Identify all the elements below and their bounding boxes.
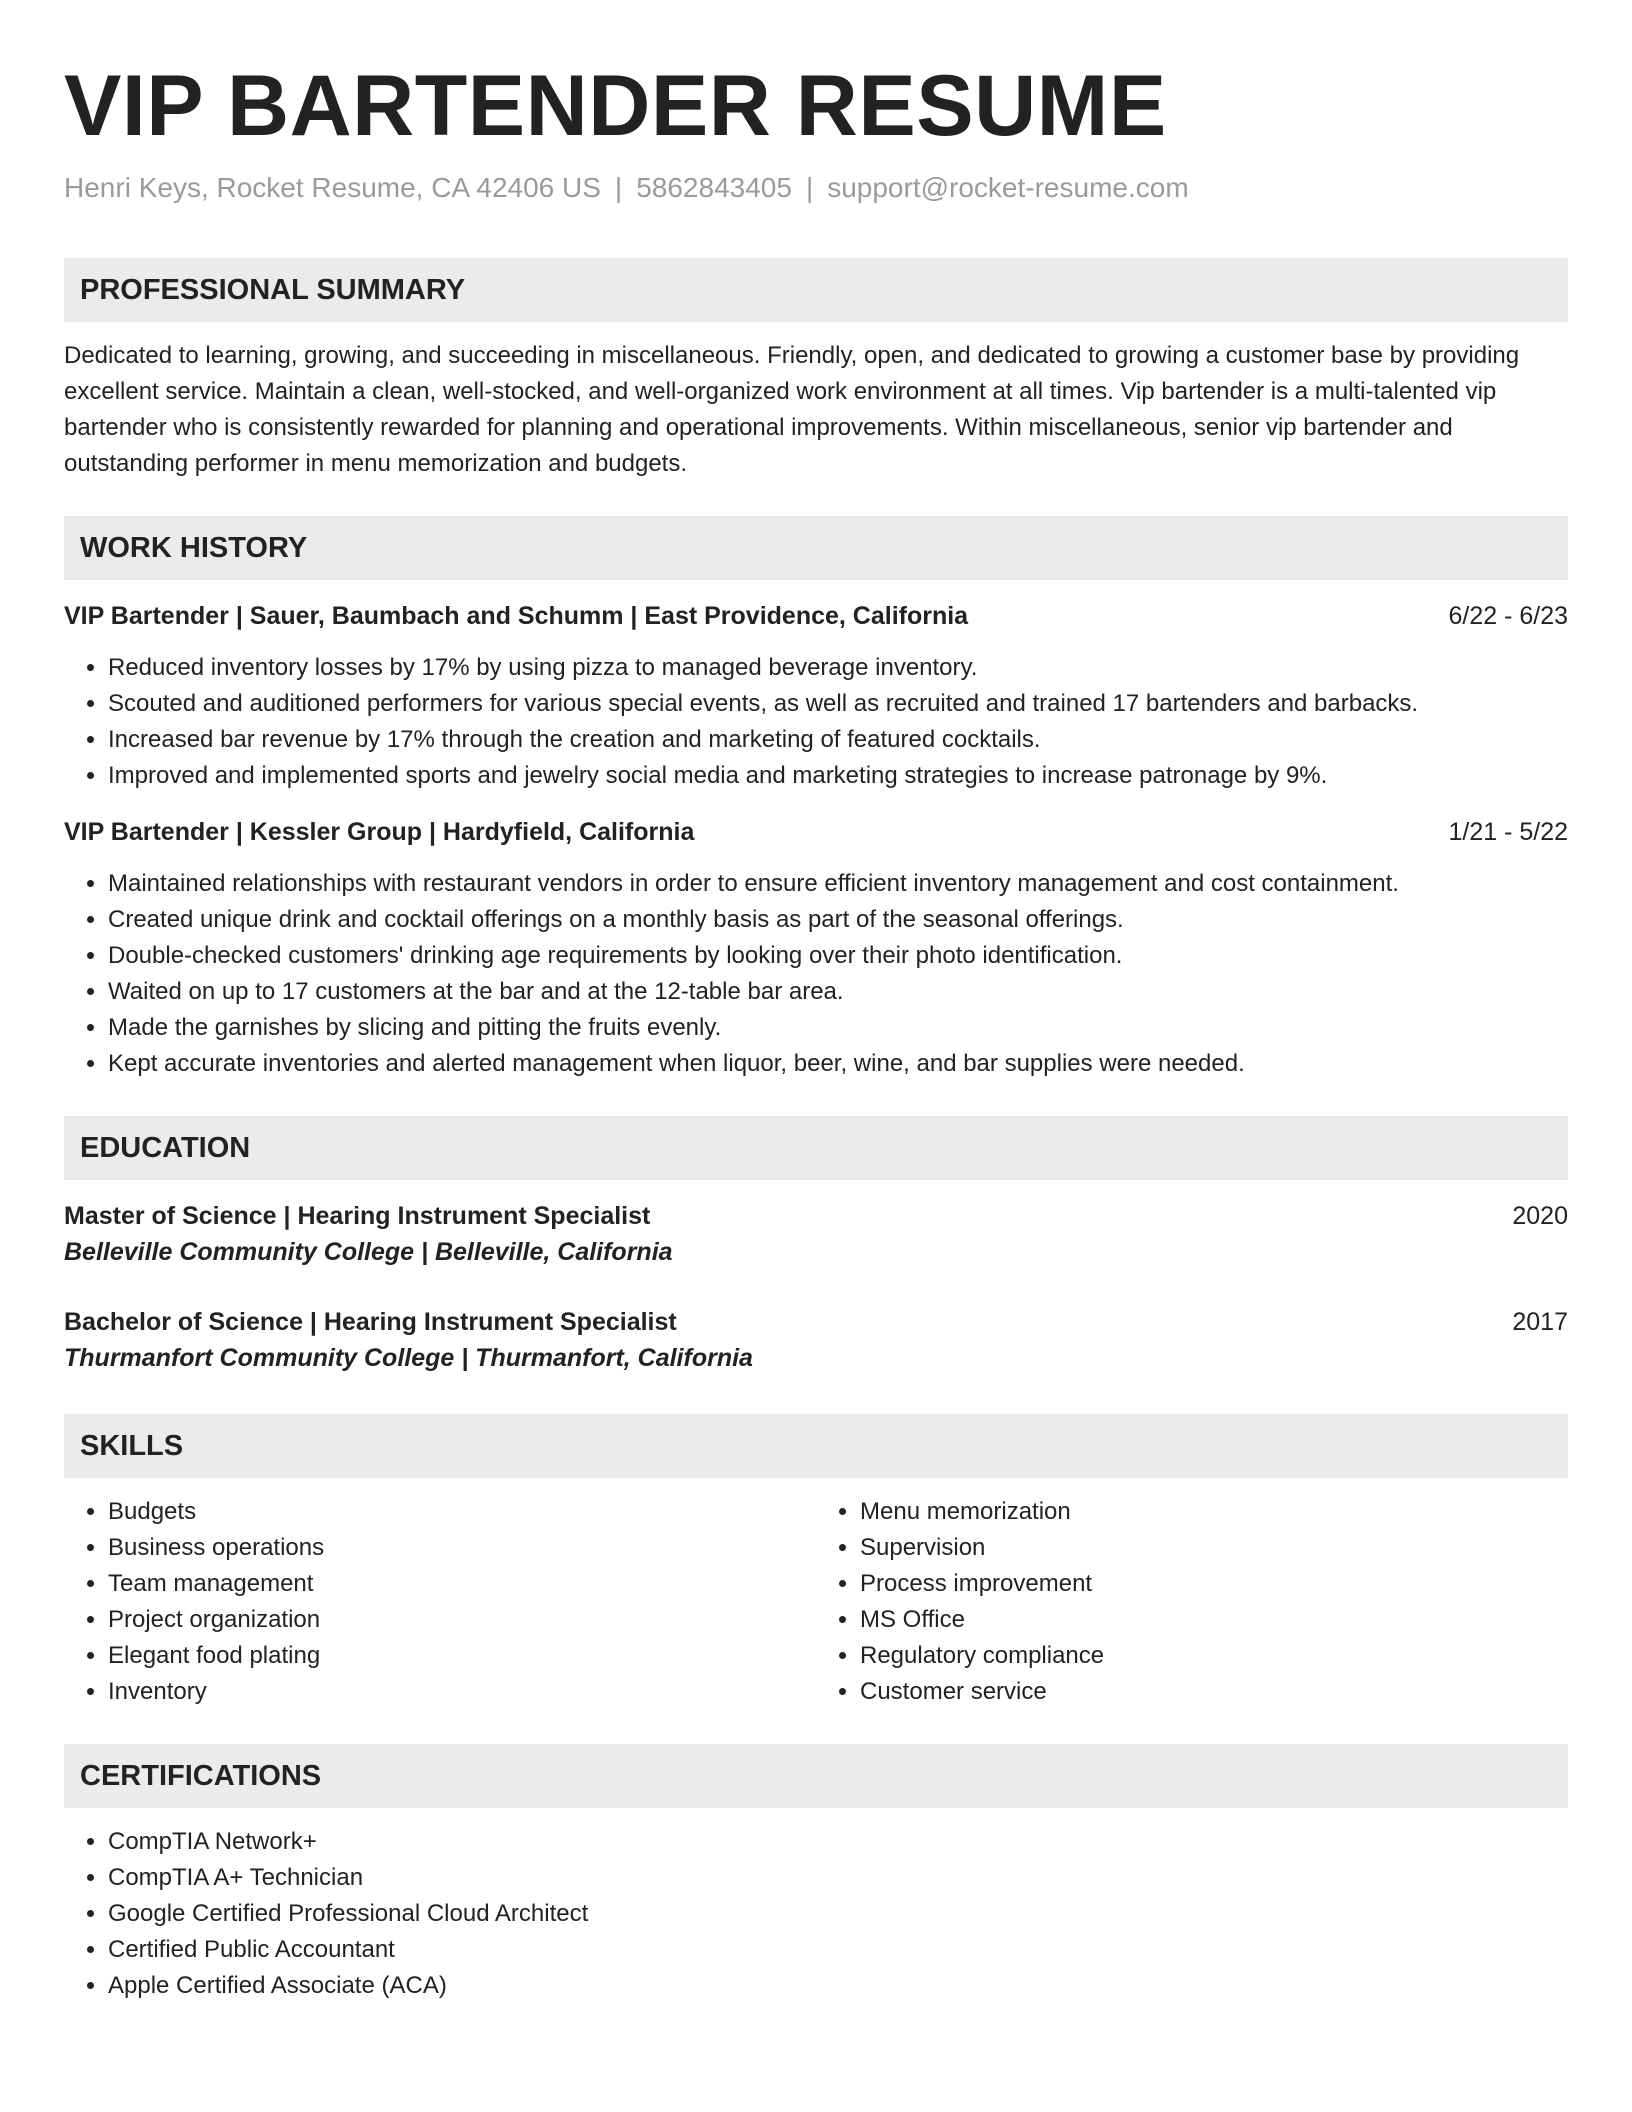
contact-email: support@rocket-resume.com [827,172,1189,203]
certifications-list [64,1824,1568,2004]
job-bullet: • Improved and implemented sports and jewelry social media and marketing strategies to increase patronage by 9%. [108,758,1568,794]
job-bullet: • Kept accurate inventories and alerted management when liquor, beer, wine, and bar supplies were needed. [108,1046,1568,1082]
certification-item: • Apple Certified Associate (ACA) [108,1968,1568,2004]
section-header-summary: PROFESSIONAL SUMMARY [64,258,1568,322]
skill-item: • Menu memorization [860,1494,1568,1530]
education-school: Belleville Community College | Belleville, California [64,1238,673,1266]
contact-phone: 5862843405 [636,172,792,203]
contact-separator: | [805,172,814,203]
skill-item: • Elegant food plating [108,1638,816,1674]
skills-grid [64,1494,1568,1710]
job-dates: 6/22 - 6/23 [1448,602,1568,630]
skill-item: • Team management [108,1566,816,1602]
job-bullets [64,866,1568,1082]
summary-text: Dedicated to learning, growing, and succeeding in miscellaneous. Friendly, open, and dedicated to growing a customer base by providing excellent service. Maintain a clean, well-stocked, and well-organized work environment at all times. Vip bartender is a multi-talented vip bartender who is consistently rewarded for planning and operational improvements. Within miscellaneous, senior vip bartender and outstanding performer in menu memorization and budgets. [64,342,1520,477]
section-header-certifications: CERTIFICATIONS [64,1744,1568,1808]
job-bullet: • Created unique drink and cocktail offerings on a monthly basis as part of the seasonal offerings. [108,902,1568,938]
job-bullet: • Waited on up to 17 customers at the bar and at the 12-table bar area. [108,974,1568,1010]
education-entry [64,1198,1568,1270]
certification-item: • CompTIA Network+ [108,1824,1568,1860]
skills-list [816,1494,1568,1710]
education-school: Thurmanfort Community College | Thurmanfort, California [64,1344,753,1372]
job-heading: VIP Bartender | Sauer, Baumbach and Schumm | East Providence, California [64,602,969,630]
education-year: 2017 [1512,1308,1568,1336]
skills-column-left [64,1494,816,1710]
job-bullet: • Reduced inventory losses by 17% by using pizza to managed beverage inventory. [108,650,1568,686]
skill-item: • Business operations [108,1530,816,1566]
skill-item: • MS Office [860,1602,1568,1638]
skill-item: • Regulatory compliance [860,1638,1568,1674]
section-header-education: EDUCATION [64,1116,1568,1180]
education-header [64,1198,1568,1234]
section-header-work-history: WORK HISTORY [64,516,1568,580]
contact-address: Henri Keys, Rocket Resume, CA 42406 US [64,172,601,203]
job-bullet: • Double-checked customers' drinking age requirements by looking over their photo identification. [108,938,1568,974]
skills-column-right [816,1494,1568,1710]
education-entry [64,1304,1568,1376]
certification-item: • CompTIA A+ Technician [108,1860,1568,1896]
job-header [64,814,1568,850]
job-bullet: • Increased bar revenue by 17% through the creation and marketing of featured cocktails. [108,722,1568,758]
job-bullets [64,650,1568,794]
skill-item: • Supervision [860,1530,1568,1566]
education-degree: Bachelor of Science | Hearing Instrument Specialist [64,1308,677,1336]
job-entry [64,814,1568,1082]
education-header [64,1304,1568,1340]
section-header-skills: SKILLS [64,1414,1568,1478]
certification-item: • Certified Public Accountant [108,1932,1568,1968]
skill-item: • Project organization [108,1602,816,1638]
job-bullet: • Maintained relationships with restaurant vendors in order to ensure efficient inventory management and cost containment. [108,866,1568,902]
contact-separator: | [614,172,623,203]
skill-item: • Customer service [860,1674,1568,1710]
resume-title: VIP BARTENDER RESUME [64,58,1167,154]
job-dates: 1/21 - 5/22 [1448,818,1568,846]
job-entry [64,598,1568,794]
contact-line [64,168,1568,208]
job-header [64,598,1568,634]
job-heading: VIP Bartender | Kessler Group | Hardyfield, California [64,818,695,846]
certification-item: • Google Certified Professional Cloud Architect [108,1896,1568,1932]
job-bullet: • Made the garnishes by slicing and pitting the fruits evenly. [108,1010,1568,1046]
education-year: 2020 [1512,1202,1568,1230]
education-degree: Master of Science | Hearing Instrument Specialist [64,1202,651,1230]
skill-item: • Inventory [108,1674,816,1710]
skills-list [64,1494,816,1710]
skill-item: • Process improvement [860,1566,1568,1602]
skill-item: • Budgets [108,1494,816,1530]
job-bullet: • Scouted and auditioned performers for various special events, as well as recruited and trained 17 bartenders and barbacks. [108,686,1568,722]
